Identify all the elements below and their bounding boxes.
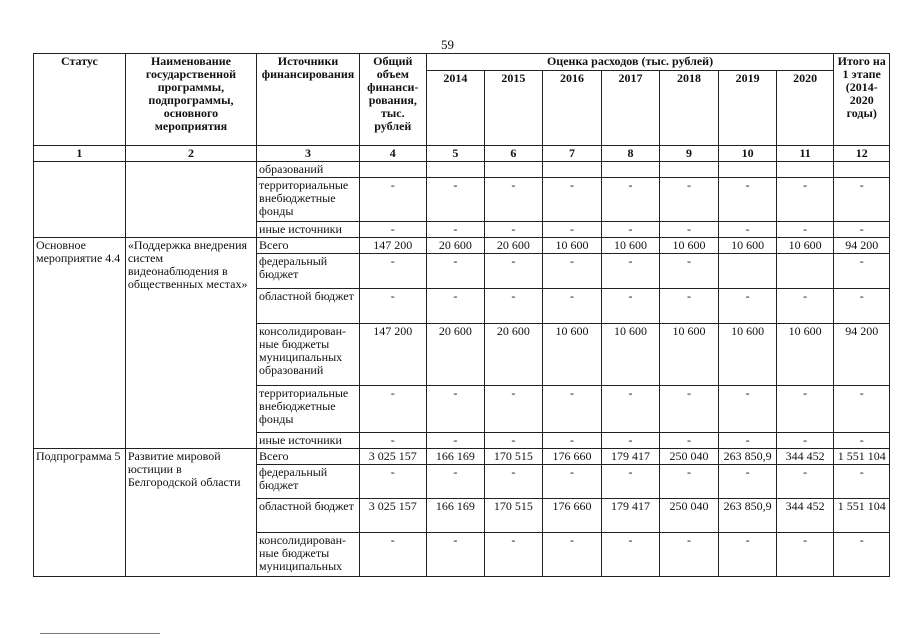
year-value-cell: 20 600 — [485, 324, 543, 386]
year-value-cell: - — [659, 289, 719, 324]
source-cell: Всего — [257, 238, 360, 254]
bottom-divider — [40, 633, 160, 634]
year-value-cell: - — [776, 533, 834, 577]
year-value-cell: 10 600 — [776, 238, 834, 254]
source-cell: территориальные внебюджетные фонды — [257, 178, 360, 222]
year-value-cell: 176 660 — [542, 449, 602, 465]
year-value-cell: - — [542, 465, 602, 499]
header-status: Статус — [34, 54, 126, 146]
source-cell: областной бюджет — [257, 289, 360, 324]
year-value-cell: - — [776, 386, 834, 433]
column-number: 4 — [360, 146, 427, 162]
year-value-cell: 250 040 — [659, 449, 719, 465]
year-value-cell: 10 600 — [776, 324, 834, 386]
year-value-cell: - — [485, 533, 543, 577]
year-value-cell: 344 452 — [776, 449, 834, 465]
source-cell: Всего — [257, 449, 360, 465]
total-cell: 3 025 157 — [360, 449, 427, 465]
year-value-cell: - — [719, 465, 777, 499]
header-year-2018: 2018 — [659, 71, 719, 146]
year-value-cell: - — [485, 386, 543, 433]
year-value-cell: - — [602, 386, 660, 433]
stage-total-cell: 1 551 104 — [834, 499, 890, 533]
year-value-cell: - — [542, 222, 602, 238]
year-value-cell: - — [719, 433, 777, 449]
year-value-cell: - — [426, 465, 485, 499]
stage-total-cell: - — [834, 289, 890, 324]
total-cell: 147 200 — [360, 324, 427, 386]
year-value-cell: - — [602, 254, 660, 289]
header-year-2014: 2014 — [426, 71, 485, 146]
stage-total-cell: - — [834, 465, 890, 499]
year-value-cell: - — [719, 222, 777, 238]
year-value-cell: - — [542, 533, 602, 577]
column-number: 10 — [719, 146, 777, 162]
subprogram-name-cell: Развитие мировой юстиции в Белгородской области — [125, 449, 256, 577]
year-value-cell: 263 850,9 — [719, 449, 777, 465]
year-value-cell: - — [542, 178, 602, 222]
year-value-cell: - — [426, 178, 485, 222]
year-value-cell: - — [485, 433, 543, 449]
budget-table — [33, 53, 890, 577]
year-value-cell: - — [426, 254, 485, 289]
total-cell: - — [360, 433, 427, 449]
header-program-name: Наименование государственной программы, подпрограммы, основного мероприятия — [125, 54, 256, 146]
year-value-cell — [426, 162, 485, 178]
source-cell: образований — [257, 162, 360, 178]
total-cell: - — [360, 289, 427, 324]
year-value-cell: - — [776, 178, 834, 222]
year-value-cell: - — [485, 178, 543, 222]
year-value-cell: 20 600 — [485, 238, 543, 254]
year-value-cell: - — [426, 433, 485, 449]
source-cell: федеральный бюджет — [257, 254, 360, 289]
year-value-cell: 10 600 — [602, 324, 660, 386]
year-value-cell: - — [659, 222, 719, 238]
year-value-cell: - — [542, 386, 602, 433]
total-cell: - — [360, 386, 427, 433]
header-year-2019: 2019 — [719, 71, 777, 146]
year-value-cell: 166 169 — [426, 499, 485, 533]
source-cell: федеральный бюджет — [257, 465, 360, 499]
column-numbers-row — [34, 146, 890, 162]
year-value-cell: - — [485, 222, 543, 238]
year-value-cell — [719, 254, 777, 289]
year-value-cell: 20 600 — [426, 324, 485, 386]
header-year-2017: 2017 — [602, 71, 660, 146]
year-value-cell — [542, 162, 602, 178]
total-cell — [360, 162, 427, 178]
year-value-cell: 179 417 — [602, 499, 660, 533]
year-value-cell: - — [659, 386, 719, 433]
header-year-2016: 2016 — [542, 71, 602, 146]
year-value-cell: - — [659, 433, 719, 449]
year-value-cell: - — [542, 254, 602, 289]
table-row — [34, 162, 890, 178]
year-value-cell: - — [485, 289, 543, 324]
year-value-cell: - — [602, 222, 660, 238]
column-number: 8 — [602, 146, 660, 162]
year-value-cell: - — [659, 254, 719, 289]
year-value-cell: - — [485, 254, 543, 289]
year-value-cell: 179 417 — [602, 449, 660, 465]
stage-total-cell: - — [834, 386, 890, 433]
header-year-2015: 2015 — [485, 71, 543, 146]
source-cell: иные источники — [257, 222, 360, 238]
header-row-top — [34, 54, 890, 71]
stage-total-cell: 94 200 — [834, 238, 890, 254]
total-cell: - — [360, 222, 427, 238]
page-number: 59 — [441, 37, 454, 52]
total-cell: 3 025 157 — [360, 499, 427, 533]
year-value-cell: - — [719, 178, 777, 222]
source-cell: территориальные внебюджетные фонды — [257, 386, 360, 433]
source-cell: областной бюджет — [257, 499, 360, 533]
year-value-cell: - — [426, 533, 485, 577]
column-number: 11 — [776, 146, 834, 162]
stage-total-cell: 1 551 104 — [834, 449, 890, 465]
year-value-cell: - — [719, 289, 777, 324]
year-value-cell: 10 600 — [542, 238, 602, 254]
column-number: 1 — [34, 146, 126, 162]
year-value-cell: - — [776, 433, 834, 449]
year-value-cell: 166 169 — [426, 449, 485, 465]
year-value-cell: - — [602, 289, 660, 324]
table-row — [34, 449, 890, 465]
year-value-cell: - — [659, 178, 719, 222]
year-value-cell: 10 600 — [719, 324, 777, 386]
column-number: 3 — [257, 146, 360, 162]
year-value-cell: 20 600 — [426, 238, 485, 254]
year-value-cell: - — [659, 465, 719, 499]
year-value-cell: - — [776, 465, 834, 499]
year-value-cell: 170 515 — [485, 449, 543, 465]
stage-total-cell: - — [834, 178, 890, 222]
year-value-cell — [485, 162, 543, 178]
stage-total-cell — [834, 162, 890, 178]
status-cell — [34, 162, 126, 238]
year-value-cell: - — [426, 222, 485, 238]
header-year-2020: 2020 — [776, 71, 834, 146]
source-cell: консолидирован-ные бюджеты муниципальных — [257, 533, 360, 577]
year-value-cell: - — [426, 386, 485, 433]
year-value-cell: - — [719, 533, 777, 577]
header-stage-total: Итого на 1 этапе (2014-2020 годы) — [834, 54, 890, 146]
header-expenses-estimate: Оценка расходов (тыс. рублей) — [426, 54, 834, 71]
year-value-cell: - — [659, 533, 719, 577]
column-number: 9 — [659, 146, 719, 162]
year-value-cell: - — [542, 289, 602, 324]
total-cell: - — [360, 533, 427, 577]
year-value-cell — [602, 162, 660, 178]
activity-status-cell: Основное мероприятие 4.4 — [34, 238, 126, 449]
total-cell: 147 200 — [360, 238, 427, 254]
table-row — [34, 238, 890, 254]
year-value-cell: - — [719, 386, 777, 433]
subprogram-status-cell: Подпрограмма 5 — [34, 449, 126, 577]
stage-total-cell: - — [834, 433, 890, 449]
year-value-cell: - — [776, 222, 834, 238]
column-number: 12 — [834, 146, 890, 162]
year-value-cell: 10 600 — [719, 238, 777, 254]
total-cell: - — [360, 178, 427, 222]
stage-total-cell: - — [834, 222, 890, 238]
year-value-cell: - — [602, 433, 660, 449]
name-cell — [125, 162, 256, 238]
year-value-cell: 10 600 — [542, 324, 602, 386]
stage-total-cell: - — [834, 254, 890, 289]
year-value-cell: 250 040 — [659, 499, 719, 533]
source-cell: иные источники — [257, 433, 360, 449]
year-value-cell: 10 600 — [659, 324, 719, 386]
year-value-cell — [659, 162, 719, 178]
activity-name-cell: «Поддержка внедрения систем видеонаблюдения в общественных местах» — [125, 238, 256, 449]
stage-total-cell: - — [834, 533, 890, 577]
column-number: 6 — [485, 146, 543, 162]
year-value-cell: 10 600 — [659, 238, 719, 254]
year-value-cell: 170 515 — [485, 499, 543, 533]
stage-total-cell: 94 200 — [834, 324, 890, 386]
year-value-cell: - — [485, 465, 543, 499]
year-value-cell: - — [602, 533, 660, 577]
year-value-cell — [776, 162, 834, 178]
year-value-cell — [719, 162, 777, 178]
column-number: 5 — [426, 146, 485, 162]
table-body — [34, 162, 890, 577]
year-value-cell: - — [776, 289, 834, 324]
source-cell: консолидирован-ные бюджеты муниципальных образований — [257, 324, 360, 386]
year-value-cell: 344 452 — [776, 499, 834, 533]
year-value-cell: - — [602, 178, 660, 222]
year-value-cell: - — [542, 433, 602, 449]
total-cell: - — [360, 465, 427, 499]
column-number: 2 — [125, 146, 256, 162]
year-value-cell: - — [602, 465, 660, 499]
year-value-cell: 10 600 — [602, 238, 660, 254]
year-value-cell: - — [426, 289, 485, 324]
year-value-cell — [776, 254, 834, 289]
year-value-cell: 176 660 — [542, 499, 602, 533]
header-total-volume: Общий объем финанси-рования, тыс. рублей — [360, 54, 427, 146]
header-sources: Источники финансирования — [257, 54, 360, 146]
column-number: 7 — [542, 146, 602, 162]
total-cell: - — [360, 254, 427, 289]
year-value-cell: 263 850,9 — [719, 499, 777, 533]
